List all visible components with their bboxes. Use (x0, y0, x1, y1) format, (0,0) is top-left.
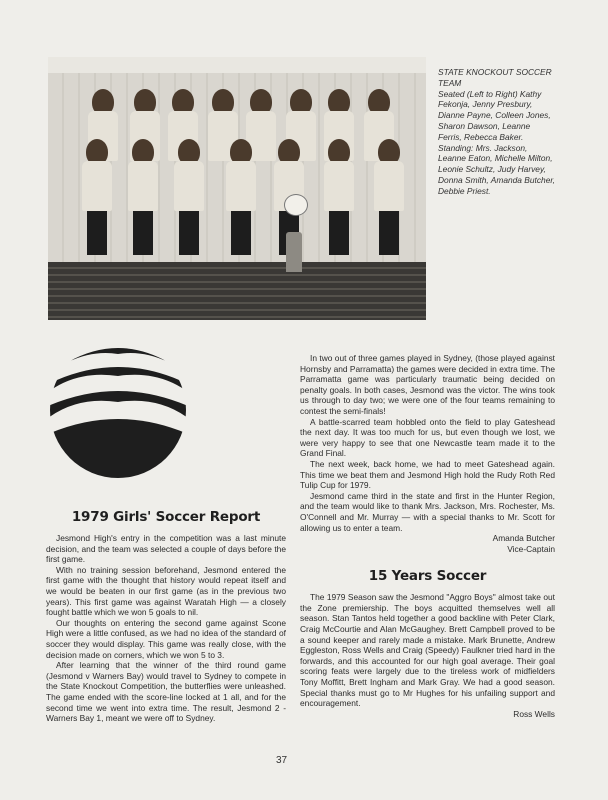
girls-report-paragraph: A battle-scarred team hobbled onto the field to play Gateshead the next day. It was too much for us, but even though we lost, we were very happy to see that one Newcastle team made it to the Grand Final. (300, 416, 555, 459)
caption-body: Seated (Left to Right) Kathy Fekonja, Jenny Presbury, Dianne Payne, Colleen Jones, Sharon Dawson, Leanne Ferris, Rebecca Baker. Standing: Mrs. Jackson, Leanne Eaton, Michelle Milton, Leonie Schultz, Judy Harvey, Donna Smith, Amanda Butcher, Debbie Priest. (438, 88, 556, 196)
girls-report-title: 1979 Girls' Soccer Report (71, 509, 261, 525)
trophy (286, 232, 302, 272)
girls-report-paragraph: Jesmond came third in the state and first in the Hunter Region, and the team would like to thank Mrs. Jackson, Mrs. Rochester, Ms. O'Connell and Mr. Murray — with a special thanks to Mr. Scott for allowing us to enter a team. (300, 490, 555, 533)
girls-report-paragraph: Our thoughts on entering the second game against Scone High were a little confused, as we had no idea of the standard of soccer they would display. This game was really close, with the decision made on corners, which we won 5 to 3. (46, 617, 286, 660)
girls-report-author: Amanda Butcher (492, 533, 555, 544)
girls-report-paragraph: After learning that the winner of the third round game (Jesmond v Warners Bay) would travel to Sydney to compete in the State Knockout Competition, the butterflies were unleashed. The game ended with the score-line locked at 1 all, and for the second time we went into extra time. The result, Jesmond 2 - Warners Bay 1, meant we were off to Sydney. (46, 660, 286, 724)
page-number: 37 (276, 755, 288, 766)
school-logo (48, 340, 188, 480)
boys-report-author: Ross Wells (513, 708, 555, 719)
girls-report-column (46, 509, 286, 724)
girls-report-paragraph: With no training session beforehand, Jesmond entered the first game with the thought that history would repeat itself and we would be beaten in our first game (as in the previous two years). This first game was against Waratah High — a closely fought battle which we won 5 goals to nil. (46, 564, 286, 618)
photo-caption (438, 67, 556, 197)
girls-report-paragraph: In two out of three games played in Sydney, (those played against Hornsby and Parramatta) the games were decided in extra time. The Parramatta game was particularly traumatic being decided on penalty goals. In both cases, Jesmond was the victor. The wins took us through to day two; we were one of the four teams remaining to contest the semi-finals! (300, 353, 555, 416)
right-column (300, 353, 555, 719)
girls-report-paragraph: The next week, back home, we had to meet Gateshead again. This time we beat them and Jesmond High hold the Rudy Roth Red Tulip Cup for 1979. (300, 458, 555, 491)
soccer-ball (284, 194, 308, 216)
girls-report-paragraph: Jesmond High's entry in the competition was a last minute decision, and the team was selected a couple of days before the first game. (46, 533, 286, 565)
boys-report-paragraph: The 1979 Season saw the Jesmond "Aggro Boys" almost take out the Zone premiership. The boys acquitted themselves well all season. Stan Tantos held together a good backline with Peter Clark, Craig McCourtie and Alan McGaughey. Brett Campbell proved to be a sound keeper and rarely made a mistake. Mark Brunette, Andrew Eggleston, Ross Wells and Craig (Speedy) Faulkner tried hard in the forwards, and this accounted for our high goal average. Their goal scoring feats were largely due to the tireless work of midfielders Tony Moffitt, Brett Ingham and Mark Gray. We had a good season. Special thanks must go to Mr Hughes for his unfailing support and encouragement. (300, 592, 555, 709)
boys-report-title: 15 Years Soccer (368, 568, 487, 585)
girls-report-author-role: Vice-Captain (507, 543, 555, 554)
team-photo (48, 57, 426, 320)
caption-title: STATE KNOCKOUT SOCCER TEAM (438, 67, 552, 88)
